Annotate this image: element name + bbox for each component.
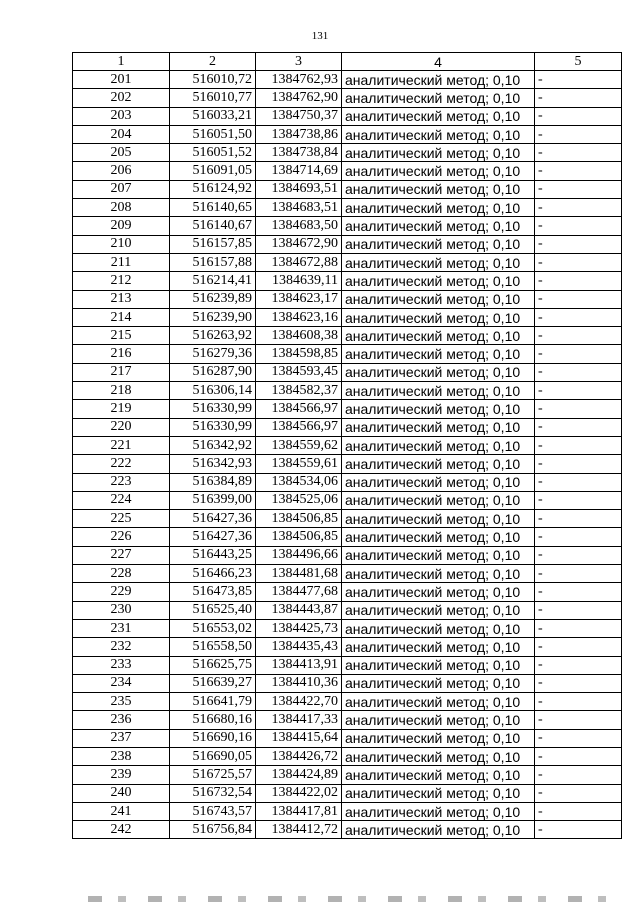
- table-row: [73, 729, 622, 747]
- page-number: 131: [311, 30, 329, 42]
- note-cell: -: [535, 711, 622, 729]
- x-coordinate-cell: 516525,40: [170, 601, 256, 619]
- method-accuracy-cell: аналитический метод; 0,10: [342, 89, 535, 107]
- x-coordinate-cell: 516033,21: [170, 107, 256, 125]
- method-accuracy-cell: аналитический метод; 0,10: [342, 784, 535, 802]
- x-coordinate-cell: 516639,27: [170, 674, 256, 692]
- table-row: [73, 71, 622, 89]
- table-row: [73, 638, 622, 656]
- x-coordinate-cell: 516330,99: [170, 400, 256, 418]
- method-accuracy-cell: аналитический метод; 0,10: [342, 71, 535, 89]
- table-row: [73, 308, 622, 326]
- y-coordinate-cell: 1384477,68: [256, 583, 342, 601]
- table-row: [73, 601, 622, 619]
- y-coordinate-cell: 1384559,61: [256, 455, 342, 473]
- y-coordinate-cell: 1384422,70: [256, 693, 342, 711]
- table-row: [73, 747, 622, 765]
- table-row: [73, 784, 622, 802]
- method-accuracy-cell: аналитический метод; 0,10: [342, 125, 535, 143]
- column-header-3: 3: [256, 53, 342, 71]
- method-accuracy-cell: аналитический метод; 0,10: [342, 491, 535, 509]
- method-accuracy-cell: аналитический метод; 0,10: [342, 272, 535, 290]
- point-number-cell: 220: [73, 418, 170, 436]
- x-coordinate-cell: 516427,36: [170, 528, 256, 546]
- table-row: [73, 382, 622, 400]
- x-coordinate-cell: 516625,75: [170, 656, 256, 674]
- note-cell: -: [535, 656, 622, 674]
- table-row: [73, 217, 622, 235]
- note-cell: -: [535, 528, 622, 546]
- point-number-cell: 226: [73, 528, 170, 546]
- table-row: [73, 400, 622, 418]
- point-number-cell: 238: [73, 747, 170, 765]
- method-accuracy-cell: аналитический метод; 0,10: [342, 327, 535, 345]
- x-coordinate-cell: 516384,89: [170, 473, 256, 491]
- y-coordinate-cell: 1384582,37: [256, 382, 342, 400]
- x-coordinate-cell: 516427,36: [170, 510, 256, 528]
- method-accuracy-cell: аналитический метод; 0,10: [342, 418, 535, 436]
- note-cell: -: [535, 583, 622, 601]
- table-row: [73, 656, 622, 674]
- x-coordinate-cell: 516157,85: [170, 235, 256, 253]
- note-cell: -: [535, 327, 622, 345]
- point-number-cell: 203: [73, 107, 170, 125]
- x-coordinate-cell: 516743,57: [170, 802, 256, 820]
- table-row: [73, 766, 622, 784]
- x-coordinate-cell: 516091,05: [170, 162, 256, 180]
- x-coordinate-cell: 516051,52: [170, 144, 256, 162]
- note-cell: -: [535, 491, 622, 509]
- column-header-1: 1: [73, 53, 170, 71]
- note-cell: -: [535, 125, 622, 143]
- note-cell: -: [535, 601, 622, 619]
- table-row: [73, 180, 622, 198]
- y-coordinate-cell: 1384506,85: [256, 510, 342, 528]
- x-coordinate-cell: 516680,16: [170, 711, 256, 729]
- y-coordinate-cell: 1384623,17: [256, 290, 342, 308]
- method-accuracy-cell: аналитический метод; 0,10: [342, 253, 535, 271]
- note-cell: -: [535, 674, 622, 692]
- method-accuracy-cell: аналитический метод; 0,10: [342, 400, 535, 418]
- point-number-cell: 202: [73, 89, 170, 107]
- point-number-cell: 231: [73, 619, 170, 637]
- point-number-cell: 212: [73, 272, 170, 290]
- x-coordinate-cell: 516263,92: [170, 327, 256, 345]
- x-coordinate-cell: 516214,41: [170, 272, 256, 290]
- point-number-cell: 227: [73, 546, 170, 564]
- method-accuracy-cell: аналитический метод; 0,10: [342, 656, 535, 674]
- point-number-cell: 233: [73, 656, 170, 674]
- x-coordinate-cell: 516732,54: [170, 784, 256, 802]
- point-number-cell: 213: [73, 290, 170, 308]
- y-coordinate-cell: 1384762,90: [256, 89, 342, 107]
- y-coordinate-cell: 1384683,51: [256, 199, 342, 217]
- x-coordinate-cell: 516558,50: [170, 638, 256, 656]
- table-row: [73, 125, 622, 143]
- note-cell: -: [535, 418, 622, 436]
- table-row: [73, 327, 622, 345]
- y-coordinate-cell: 1384566,97: [256, 400, 342, 418]
- point-number-cell: 219: [73, 400, 170, 418]
- table-row: [73, 235, 622, 253]
- point-number-cell: 216: [73, 345, 170, 363]
- note-cell: -: [535, 162, 622, 180]
- table-row: [73, 253, 622, 271]
- note-cell: -: [535, 821, 622, 839]
- x-coordinate-cell: 516157,88: [170, 253, 256, 271]
- note-cell: -: [535, 455, 622, 473]
- point-number-cell: 230: [73, 601, 170, 619]
- method-accuracy-cell: аналитический метод; 0,10: [342, 180, 535, 198]
- table-row: [73, 528, 622, 546]
- method-accuracy-cell: аналитический метод; 0,10: [342, 711, 535, 729]
- method-accuracy-cell: аналитический метод; 0,10: [342, 107, 535, 125]
- method-accuracy-cell: аналитический метод; 0,10: [342, 199, 535, 217]
- method-accuracy-cell: аналитический метод; 0,10: [342, 144, 535, 162]
- y-coordinate-cell: 1384639,11: [256, 272, 342, 290]
- x-coordinate-cell: 516306,14: [170, 382, 256, 400]
- x-coordinate-cell: 516140,67: [170, 217, 256, 235]
- y-coordinate-cell: 1384672,90: [256, 235, 342, 253]
- y-coordinate-cell: 1384422,02: [256, 784, 342, 802]
- header-row: [73, 53, 622, 71]
- y-coordinate-cell: 1384412,72: [256, 821, 342, 839]
- y-coordinate-cell: 1384525,06: [256, 491, 342, 509]
- x-coordinate-cell: 516287,90: [170, 363, 256, 381]
- method-accuracy-cell: аналитический метод; 0,10: [342, 693, 535, 711]
- x-coordinate-cell: 516725,57: [170, 766, 256, 784]
- point-number-cell: 223: [73, 473, 170, 491]
- y-coordinate-cell: 1384623,16: [256, 308, 342, 326]
- y-coordinate-cell: 1384566,97: [256, 418, 342, 436]
- point-number-cell: 221: [73, 436, 170, 454]
- table-row: [73, 199, 622, 217]
- column-header-4: 4: [342, 53, 535, 71]
- note-cell: -: [535, 619, 622, 637]
- column-header-5: 5: [535, 53, 622, 71]
- note-cell: -: [535, 546, 622, 564]
- y-coordinate-cell: 1384417,81: [256, 802, 342, 820]
- table-row: [73, 565, 622, 583]
- table-row: [73, 473, 622, 491]
- note-cell: -: [535, 217, 622, 235]
- note-cell: -: [535, 766, 622, 784]
- table-row: [73, 821, 622, 839]
- x-coordinate-cell: 516756,84: [170, 821, 256, 839]
- table-row: [73, 455, 622, 473]
- point-number-cell: 217: [73, 363, 170, 381]
- point-number-cell: 239: [73, 766, 170, 784]
- y-coordinate-cell: 1384750,37: [256, 107, 342, 125]
- table-row: [73, 162, 622, 180]
- x-coordinate-cell: 516342,92: [170, 436, 256, 454]
- point-number-cell: 204: [73, 125, 170, 143]
- note-cell: -: [535, 290, 622, 308]
- x-coordinate-cell: 516342,93: [170, 455, 256, 473]
- x-coordinate-cell: 516641,79: [170, 693, 256, 711]
- y-coordinate-cell: 1384415,64: [256, 729, 342, 747]
- method-accuracy-cell: аналитический метод; 0,10: [342, 546, 535, 564]
- point-number-cell: 237: [73, 729, 170, 747]
- method-accuracy-cell: аналитический метод; 0,10: [342, 619, 535, 637]
- point-number-cell: 209: [73, 217, 170, 235]
- table-row: [73, 144, 622, 162]
- point-number-cell: 218: [73, 382, 170, 400]
- note-cell: -: [535, 473, 622, 491]
- x-coordinate-cell: 516473,85: [170, 583, 256, 601]
- table-row: [73, 107, 622, 125]
- table-row: [73, 693, 622, 711]
- method-accuracy-cell: аналитический метод; 0,10: [342, 528, 535, 546]
- point-number-cell: 210: [73, 235, 170, 253]
- point-number-cell: 211: [73, 253, 170, 271]
- x-coordinate-cell: 516239,90: [170, 308, 256, 326]
- note-cell: -: [535, 199, 622, 217]
- note-cell: -: [535, 565, 622, 583]
- point-number-cell: 215: [73, 327, 170, 345]
- note-cell: -: [535, 747, 622, 765]
- note-cell: -: [535, 382, 622, 400]
- point-number-cell: 229: [73, 583, 170, 601]
- table-row: [73, 418, 622, 436]
- method-accuracy-cell: аналитический метод; 0,10: [342, 345, 535, 363]
- coordinates-table: [72, 52, 622, 839]
- note-cell: -: [535, 729, 622, 747]
- note-cell: -: [535, 107, 622, 125]
- method-accuracy-cell: аналитический метод; 0,10: [342, 217, 535, 235]
- x-coordinate-cell: 516690,05: [170, 747, 256, 765]
- method-accuracy-cell: аналитический метод; 0,10: [342, 235, 535, 253]
- bleed-through-text-smudge: [88, 896, 608, 902]
- table-row: [73, 272, 622, 290]
- note-cell: -: [535, 345, 622, 363]
- x-coordinate-cell: 516466,23: [170, 565, 256, 583]
- y-coordinate-cell: 1384534,06: [256, 473, 342, 491]
- note-cell: -: [535, 510, 622, 528]
- table-row: [73, 491, 622, 509]
- x-coordinate-cell: 516051,50: [170, 125, 256, 143]
- method-accuracy-cell: аналитический метод; 0,10: [342, 510, 535, 528]
- point-number-cell: 242: [73, 821, 170, 839]
- y-coordinate-cell: 1384608,38: [256, 327, 342, 345]
- x-coordinate-cell: 516553,02: [170, 619, 256, 637]
- method-accuracy-cell: аналитический метод; 0,10: [342, 382, 535, 400]
- table-header: [73, 53, 622, 71]
- method-accuracy-cell: аналитический метод; 0,10: [342, 565, 535, 583]
- note-cell: -: [535, 144, 622, 162]
- method-accuracy-cell: аналитический метод; 0,10: [342, 766, 535, 784]
- table-row: [73, 510, 622, 528]
- y-coordinate-cell: 1384598,85: [256, 345, 342, 363]
- method-accuracy-cell: аналитический метод; 0,10: [342, 601, 535, 619]
- y-coordinate-cell: 1384425,73: [256, 619, 342, 637]
- note-cell: -: [535, 308, 622, 326]
- method-accuracy-cell: аналитический метод; 0,10: [342, 473, 535, 491]
- method-accuracy-cell: аналитический метод; 0,10: [342, 436, 535, 454]
- note-cell: -: [535, 784, 622, 802]
- point-number-cell: 232: [73, 638, 170, 656]
- method-accuracy-cell: аналитический метод; 0,10: [342, 363, 535, 381]
- point-number-cell: 201: [73, 71, 170, 89]
- y-coordinate-cell: 1384762,93: [256, 71, 342, 89]
- note-cell: -: [535, 436, 622, 454]
- y-coordinate-cell: 1384426,72: [256, 747, 342, 765]
- x-coordinate-cell: 516279,36: [170, 345, 256, 363]
- point-number-cell: 241: [73, 802, 170, 820]
- note-cell: -: [535, 802, 622, 820]
- x-coordinate-cell: 516330,99: [170, 418, 256, 436]
- y-coordinate-cell: 1384559,62: [256, 436, 342, 454]
- x-coordinate-cell: 516010,72: [170, 71, 256, 89]
- note-cell: -: [535, 235, 622, 253]
- note-cell: -: [535, 638, 622, 656]
- point-number-cell: 205: [73, 144, 170, 162]
- point-number-cell: 206: [73, 162, 170, 180]
- table-row: [73, 802, 622, 820]
- table-row: [73, 583, 622, 601]
- table-row: [73, 89, 622, 107]
- point-number-cell: 236: [73, 711, 170, 729]
- y-coordinate-cell: 1384738,84: [256, 144, 342, 162]
- method-accuracy-cell: аналитический метод; 0,10: [342, 455, 535, 473]
- point-number-cell: 240: [73, 784, 170, 802]
- note-cell: -: [535, 71, 622, 89]
- table-row: [73, 345, 622, 363]
- point-number-cell: 207: [73, 180, 170, 198]
- column-header-2: 2: [170, 53, 256, 71]
- note-cell: -: [535, 693, 622, 711]
- y-coordinate-cell: 1384714,69: [256, 162, 342, 180]
- table-row: [73, 436, 622, 454]
- table-row: [73, 711, 622, 729]
- x-coordinate-cell: 516124,92: [170, 180, 256, 198]
- method-accuracy-cell: аналитический метод; 0,10: [342, 583, 535, 601]
- point-number-cell: 234: [73, 674, 170, 692]
- y-coordinate-cell: 1384481,68: [256, 565, 342, 583]
- y-coordinate-cell: 1384683,50: [256, 217, 342, 235]
- method-accuracy-cell: аналитический метод; 0,10: [342, 802, 535, 820]
- point-number-cell: 222: [73, 455, 170, 473]
- note-cell: -: [535, 400, 622, 418]
- y-coordinate-cell: 1384417,33: [256, 711, 342, 729]
- table-body: [73, 71, 622, 839]
- table-row: [73, 363, 622, 381]
- y-coordinate-cell: 1384443,87: [256, 601, 342, 619]
- point-number-cell: 225: [73, 510, 170, 528]
- method-accuracy-cell: аналитический метод; 0,10: [342, 729, 535, 747]
- y-coordinate-cell: 1384424,89: [256, 766, 342, 784]
- point-number-cell: 224: [73, 491, 170, 509]
- x-coordinate-cell: 516399,00: [170, 491, 256, 509]
- method-accuracy-cell: аналитический метод; 0,10: [342, 162, 535, 180]
- x-coordinate-cell: 516140,65: [170, 199, 256, 217]
- note-cell: -: [535, 180, 622, 198]
- note-cell: -: [535, 89, 622, 107]
- y-coordinate-cell: 1384506,85: [256, 528, 342, 546]
- table-row: [73, 546, 622, 564]
- x-coordinate-cell: 516690,16: [170, 729, 256, 747]
- note-cell: -: [535, 272, 622, 290]
- note-cell: -: [535, 363, 622, 381]
- method-accuracy-cell: аналитический метод; 0,10: [342, 821, 535, 839]
- x-coordinate-cell: 516010,77: [170, 89, 256, 107]
- note-cell: -: [535, 253, 622, 271]
- method-accuracy-cell: аналитический метод; 0,10: [342, 290, 535, 308]
- point-number-cell: 228: [73, 565, 170, 583]
- x-coordinate-cell: 516239,89: [170, 290, 256, 308]
- method-accuracy-cell: аналитический метод; 0,10: [342, 747, 535, 765]
- table-row: [73, 619, 622, 637]
- point-number-cell: 208: [73, 199, 170, 217]
- point-number-cell: 235: [73, 693, 170, 711]
- point-number-cell: 214: [73, 308, 170, 326]
- method-accuracy-cell: аналитический метод; 0,10: [342, 638, 535, 656]
- y-coordinate-cell: 1384672,88: [256, 253, 342, 271]
- table-row: [73, 674, 622, 692]
- method-accuracy-cell: аналитический метод; 0,10: [342, 674, 535, 692]
- y-coordinate-cell: 1384693,51: [256, 180, 342, 198]
- y-coordinate-cell: 1384738,86: [256, 125, 342, 143]
- y-coordinate-cell: 1384593,45: [256, 363, 342, 381]
- y-coordinate-cell: 1384410,36: [256, 674, 342, 692]
- method-accuracy-cell: аналитический метод; 0,10: [342, 308, 535, 326]
- table-row: [73, 290, 622, 308]
- x-coordinate-cell: 516443,25: [170, 546, 256, 564]
- y-coordinate-cell: 1384435,43: [256, 638, 342, 656]
- y-coordinate-cell: 1384413,91: [256, 656, 342, 674]
- y-coordinate-cell: 1384496,66: [256, 546, 342, 564]
